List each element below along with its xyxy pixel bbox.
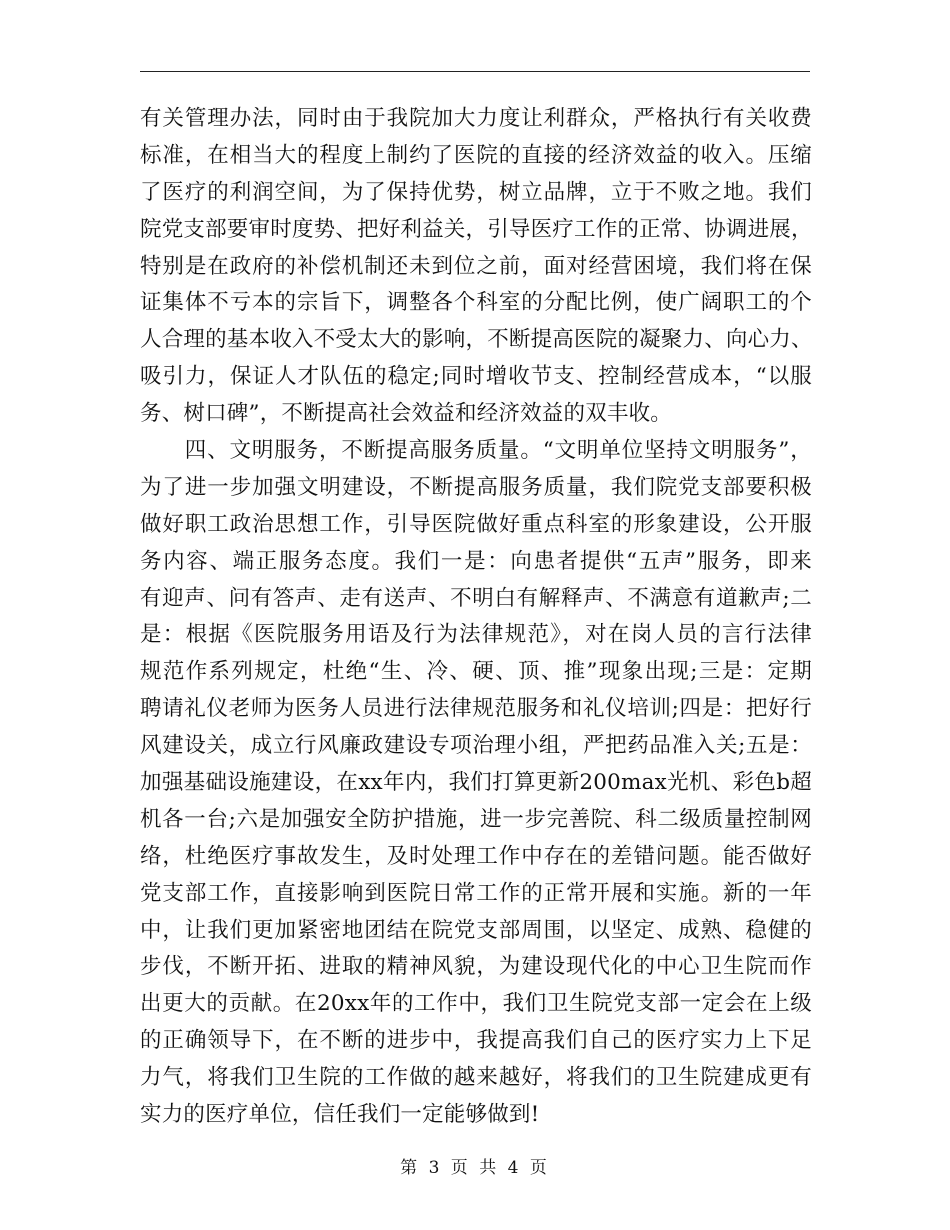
header-rule — [140, 71, 810, 72]
text-line: 步伐，不断开拓、进取的精神风貌，为建设现代化的中心卫生院而作 — [140, 954, 812, 980]
text-line: 吸引力，保证人才队伍的稳定;同时增收节支、控制经营成本，“以服 — [140, 364, 812, 390]
text-line: 实力的医疗单位，信任我们一定能够做到! — [140, 1102, 540, 1128]
text-line: 中，让我们更加紧密地团结在院党支部周围，以坚定、成熟、稳健的 — [140, 917, 812, 943]
text-line: 络，杜绝医疗事故发生，及时处理工作中存在的差错问题。能否做好 — [140, 843, 812, 869]
text-line: 力气，将我们卫生院的工作做的越来越好，将我们的卫生院建成更有 — [140, 1065, 812, 1091]
text-line: 有迎声、问有答声、走有送声、不明白有解释声、不满意有道歉声;二 — [140, 585, 812, 611]
text-line: 特别是在政府的补偿机制还未到位之前，面对经营困境，我们将在保 — [140, 253, 812, 279]
text-line: 出更大的贡献。在20xx年的工作中，我们卫生院党支部一定会在上级 — [140, 991, 812, 1017]
text-line: 证集体不亏本的宗旨下，调整各个科室的分配比例，使广阔职工的个 — [140, 290, 812, 316]
text-line: 标准，在相当大的程度上制约了医院的直接的经济效益的收入。压缩 — [140, 142, 812, 168]
text-line: 是：根据《医院服务用语及行为法律规范》，对在岗人员的言行法律 — [140, 622, 812, 648]
text-line: 了医疗的利润空间，为了保持优势，树立品牌，立于不败之地。我们 — [140, 179, 812, 205]
document-body — [140, 101, 812, 1134]
text-line: 院党支部要审时度势、把好利益关，引导医疗工作的正常、协调进展， — [140, 216, 813, 242]
text-line: 机各一台;六是加强安全防护措施，进一步完善院、科二级质量控制网 — [140, 806, 812, 832]
text-line: 为了进一步加强文明建设，不断提高服务质量，我们院党支部要积极 — [140, 474, 812, 500]
text-line: 人合理的基本收入不受太大的影响，不断提高医院的凝聚力、向心力、 — [140, 327, 813, 353]
page-number: 第 3 页 共 4 页 — [400, 1158, 550, 1178]
text-line: 风建设关，成立行风廉政建设专项治理小组，严把药品准入关;五是： — [140, 733, 812, 759]
text-line: 的正确领导下，在不断的进步中，我提高我们自己的医疗实力上下足 — [140, 1028, 812, 1054]
text-line: 有关管理办法，同时由于我院加大力度让利群众，严格执行有关收费 — [140, 106, 812, 131]
text-line: 规范作系列规定，杜绝“生、冷、硬、顶、推”现象出现;三是：定期 — [140, 659, 812, 685]
text-line: 加强基础设施建设，在xx年内，我们打算更新200max光机、彩色b超 — [140, 770, 812, 796]
text-line: 四、文明服务，不断提高服务质量。“文明单位坚持文明服务”， — [140, 438, 812, 464]
text-line: 做好职工政治思想工作，引导医院做好重点科室的形象建设，公开服 — [140, 511, 812, 537]
text-line: 党支部工作，直接影响到医院日常工作的正常开展和实施。新的一年 — [140, 880, 812, 906]
text-line: 聘请礼仪老师为医务人员进行法律规范服务和礼仪培训;四是：把好行 — [140, 696, 812, 722]
text-line: 务、树口碑”，不断提高社会效益和经济效益的双丰收。 — [140, 401, 672, 427]
text-line: 务内容、端正服务态度。我们一是：向患者提供“五声”服务，即来 — [140, 548, 812, 574]
